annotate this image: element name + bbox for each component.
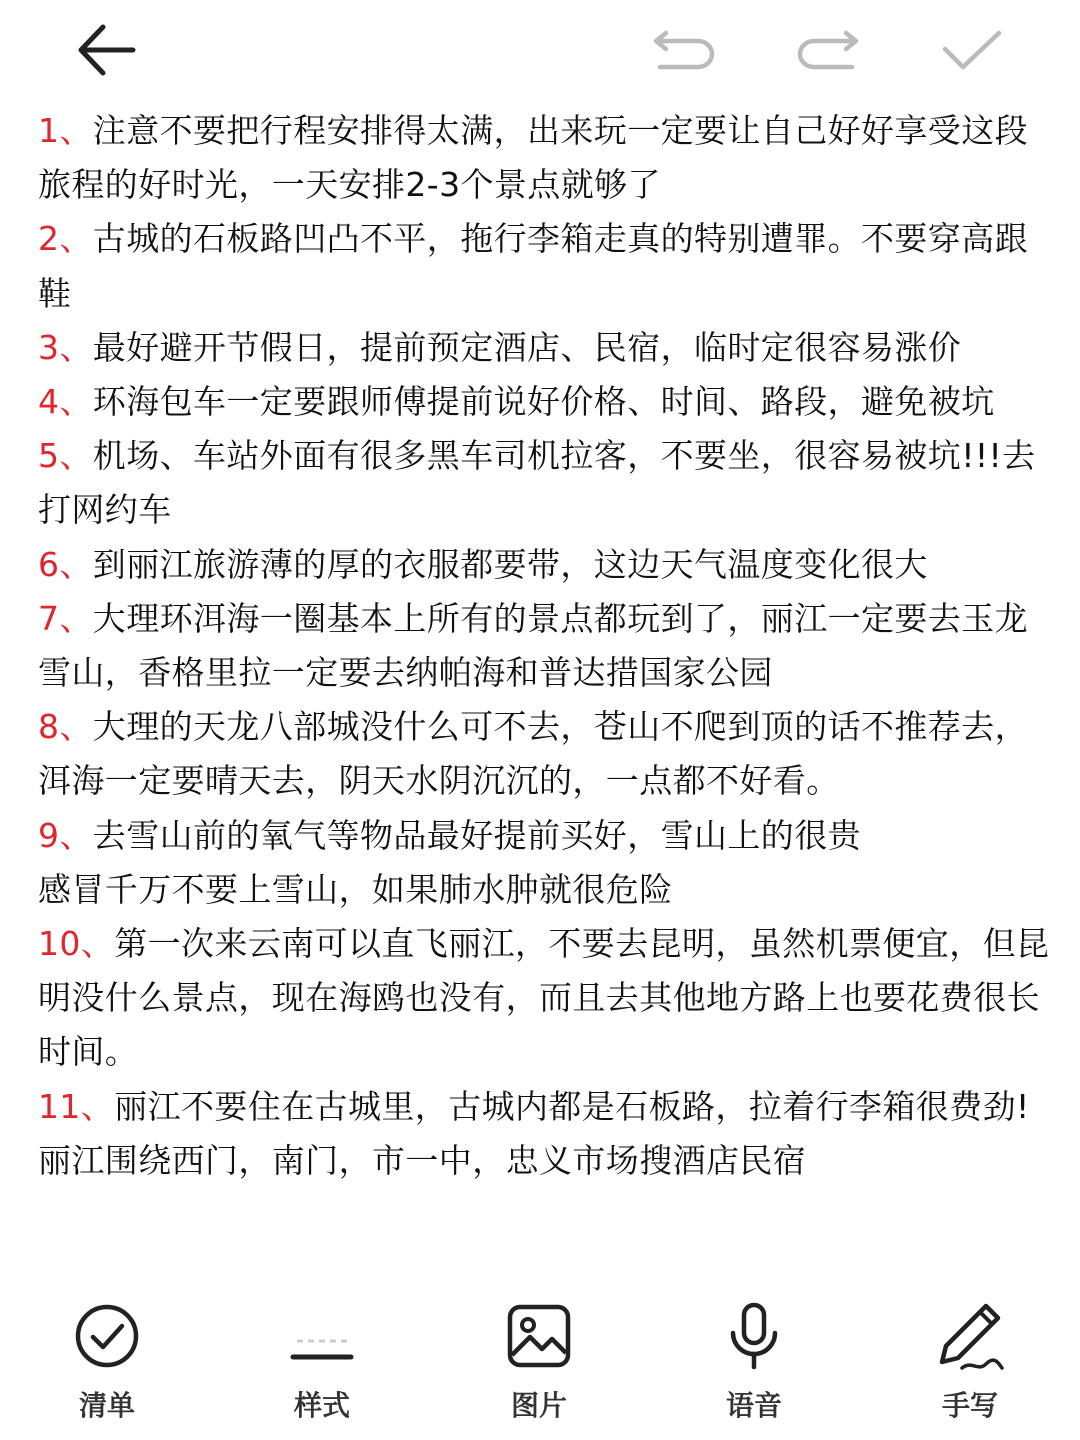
note-line [38, 212, 1050, 320]
note-line [38, 429, 1050, 537]
voice-button[interactable] [684, 1298, 824, 1428]
undo-icon [648, 25, 720, 75]
item-text: 环海包车一定要跟师傅提前说好价格、时间、路段，避免被坑 [92, 382, 995, 422]
arrow-left-icon [71, 15, 141, 85]
note-line [38, 917, 1050, 1080]
checklist-button[interactable] [37, 1298, 177, 1428]
item-text: 大理的天龙八部城没什么可不去，苍山不爬到顶的话不推荐去，洱海一定要晴天去，阴天水阴沉沉的，一点都不好看。 [38, 707, 1028, 801]
handwriting-label: 手写 [941, 1389, 998, 1422]
note-line [38, 321, 1050, 375]
item-number: 6、 [38, 544, 93, 584]
item-number: 5、 [38, 436, 93, 476]
note-editor[interactable] [0, 104, 1080, 1284]
note-line [38, 863, 1050, 917]
item-text: 丽江不要住在古城里，古城内都是石板路，拉着行李箱很费劲!丽江围绕西门，南门，市一中，忠义市场搜酒店民宿 [38, 1086, 1030, 1180]
item-text: 大理环洱海一圈基本上所有的景点都玩到了，丽江一定要去玉龙雪山，香格里拉一定要去纳帕海和普达措国家公园 [38, 598, 1028, 693]
image-label: 图片 [510, 1389, 567, 1422]
item-text: 最好避开节假日，提前预定酒店、民宿，临时定很容易涨价 [92, 327, 962, 367]
note-line [38, 700, 1050, 808]
item-text: 到丽江旅游薄的厚的衣服都要带，这边天气温度变化很大 [92, 544, 928, 584]
item-number: 10、 [38, 924, 115, 964]
item-text: 第一次来云南可以直飞丽江，不要去昆明，虽然机票便宜，但昆明没什么景点，现在海鸥也没有，而且去其他地方路上也要花费很长时间。 [38, 924, 1050, 1072]
item-text: 去雪山前的氧气等物品最好提前买好，雪山上的很贵 [92, 815, 861, 855]
checklist-icon [72, 1301, 142, 1371]
undo-button[interactable] [642, 8, 726, 92]
text-style-label: 样式 [293, 1389, 350, 1422]
item-text: 机场、车站外面有很多黑车司机拉客，不要坐，很容易被坑!!!去打网约车 [38, 436, 1036, 530]
top-toolbar [0, 0, 1080, 100]
item-text: 注意不要把行程安排得太满，出来玩一定要让自己好好享受这段旅程的好时光，一天安排2-3个景点就够了 [38, 111, 1028, 205]
done-button[interactable] [930, 8, 1014, 92]
image-button[interactable] [469, 1298, 609, 1428]
bottom-toolbar [0, 1284, 1080, 1440]
voice-label: 语音 [725, 1389, 782, 1422]
item-text: 古城的石板路凹凸不平，拖行李箱走真的特别遭罪。不要穿高跟鞋 [38, 219, 1028, 313]
redo-button[interactable] [786, 8, 870, 92]
note-line [38, 1080, 1050, 1188]
item-number: 3、 [38, 327, 93, 367]
item-number: 7、 [38, 598, 93, 638]
text-style-icon [287, 1301, 357, 1371]
note-line [38, 809, 1050, 863]
item-number: 4、 [38, 382, 93, 422]
back-button[interactable] [64, 8, 148, 92]
item-number: 8、 [38, 707, 93, 747]
item-number: 1、 [38, 111, 93, 150]
handwriting-pen-icon [932, 1298, 1008, 1374]
check-icon [939, 25, 1005, 75]
item-number: 2、 [38, 219, 93, 259]
item-text: 感冒千万不要上雪山，如果肺水肿就很危险 [38, 869, 673, 909]
note-line [38, 538, 1050, 592]
note-text[interactable] [0, 104, 1080, 1188]
note-line [38, 104, 1050, 212]
text-style-button[interactable] [252, 1298, 392, 1428]
note-line [38, 592, 1050, 700]
redo-icon [792, 25, 864, 75]
microphone-icon [719, 1301, 789, 1371]
item-number: 9、 [38, 815, 93, 855]
handwriting-button[interactable] [900, 1298, 1040, 1428]
image-icon [504, 1301, 574, 1371]
note-line [38, 375, 1050, 429]
item-number: 11、 [38, 1086, 115, 1126]
checklist-label: 清单 [78, 1389, 135, 1422]
